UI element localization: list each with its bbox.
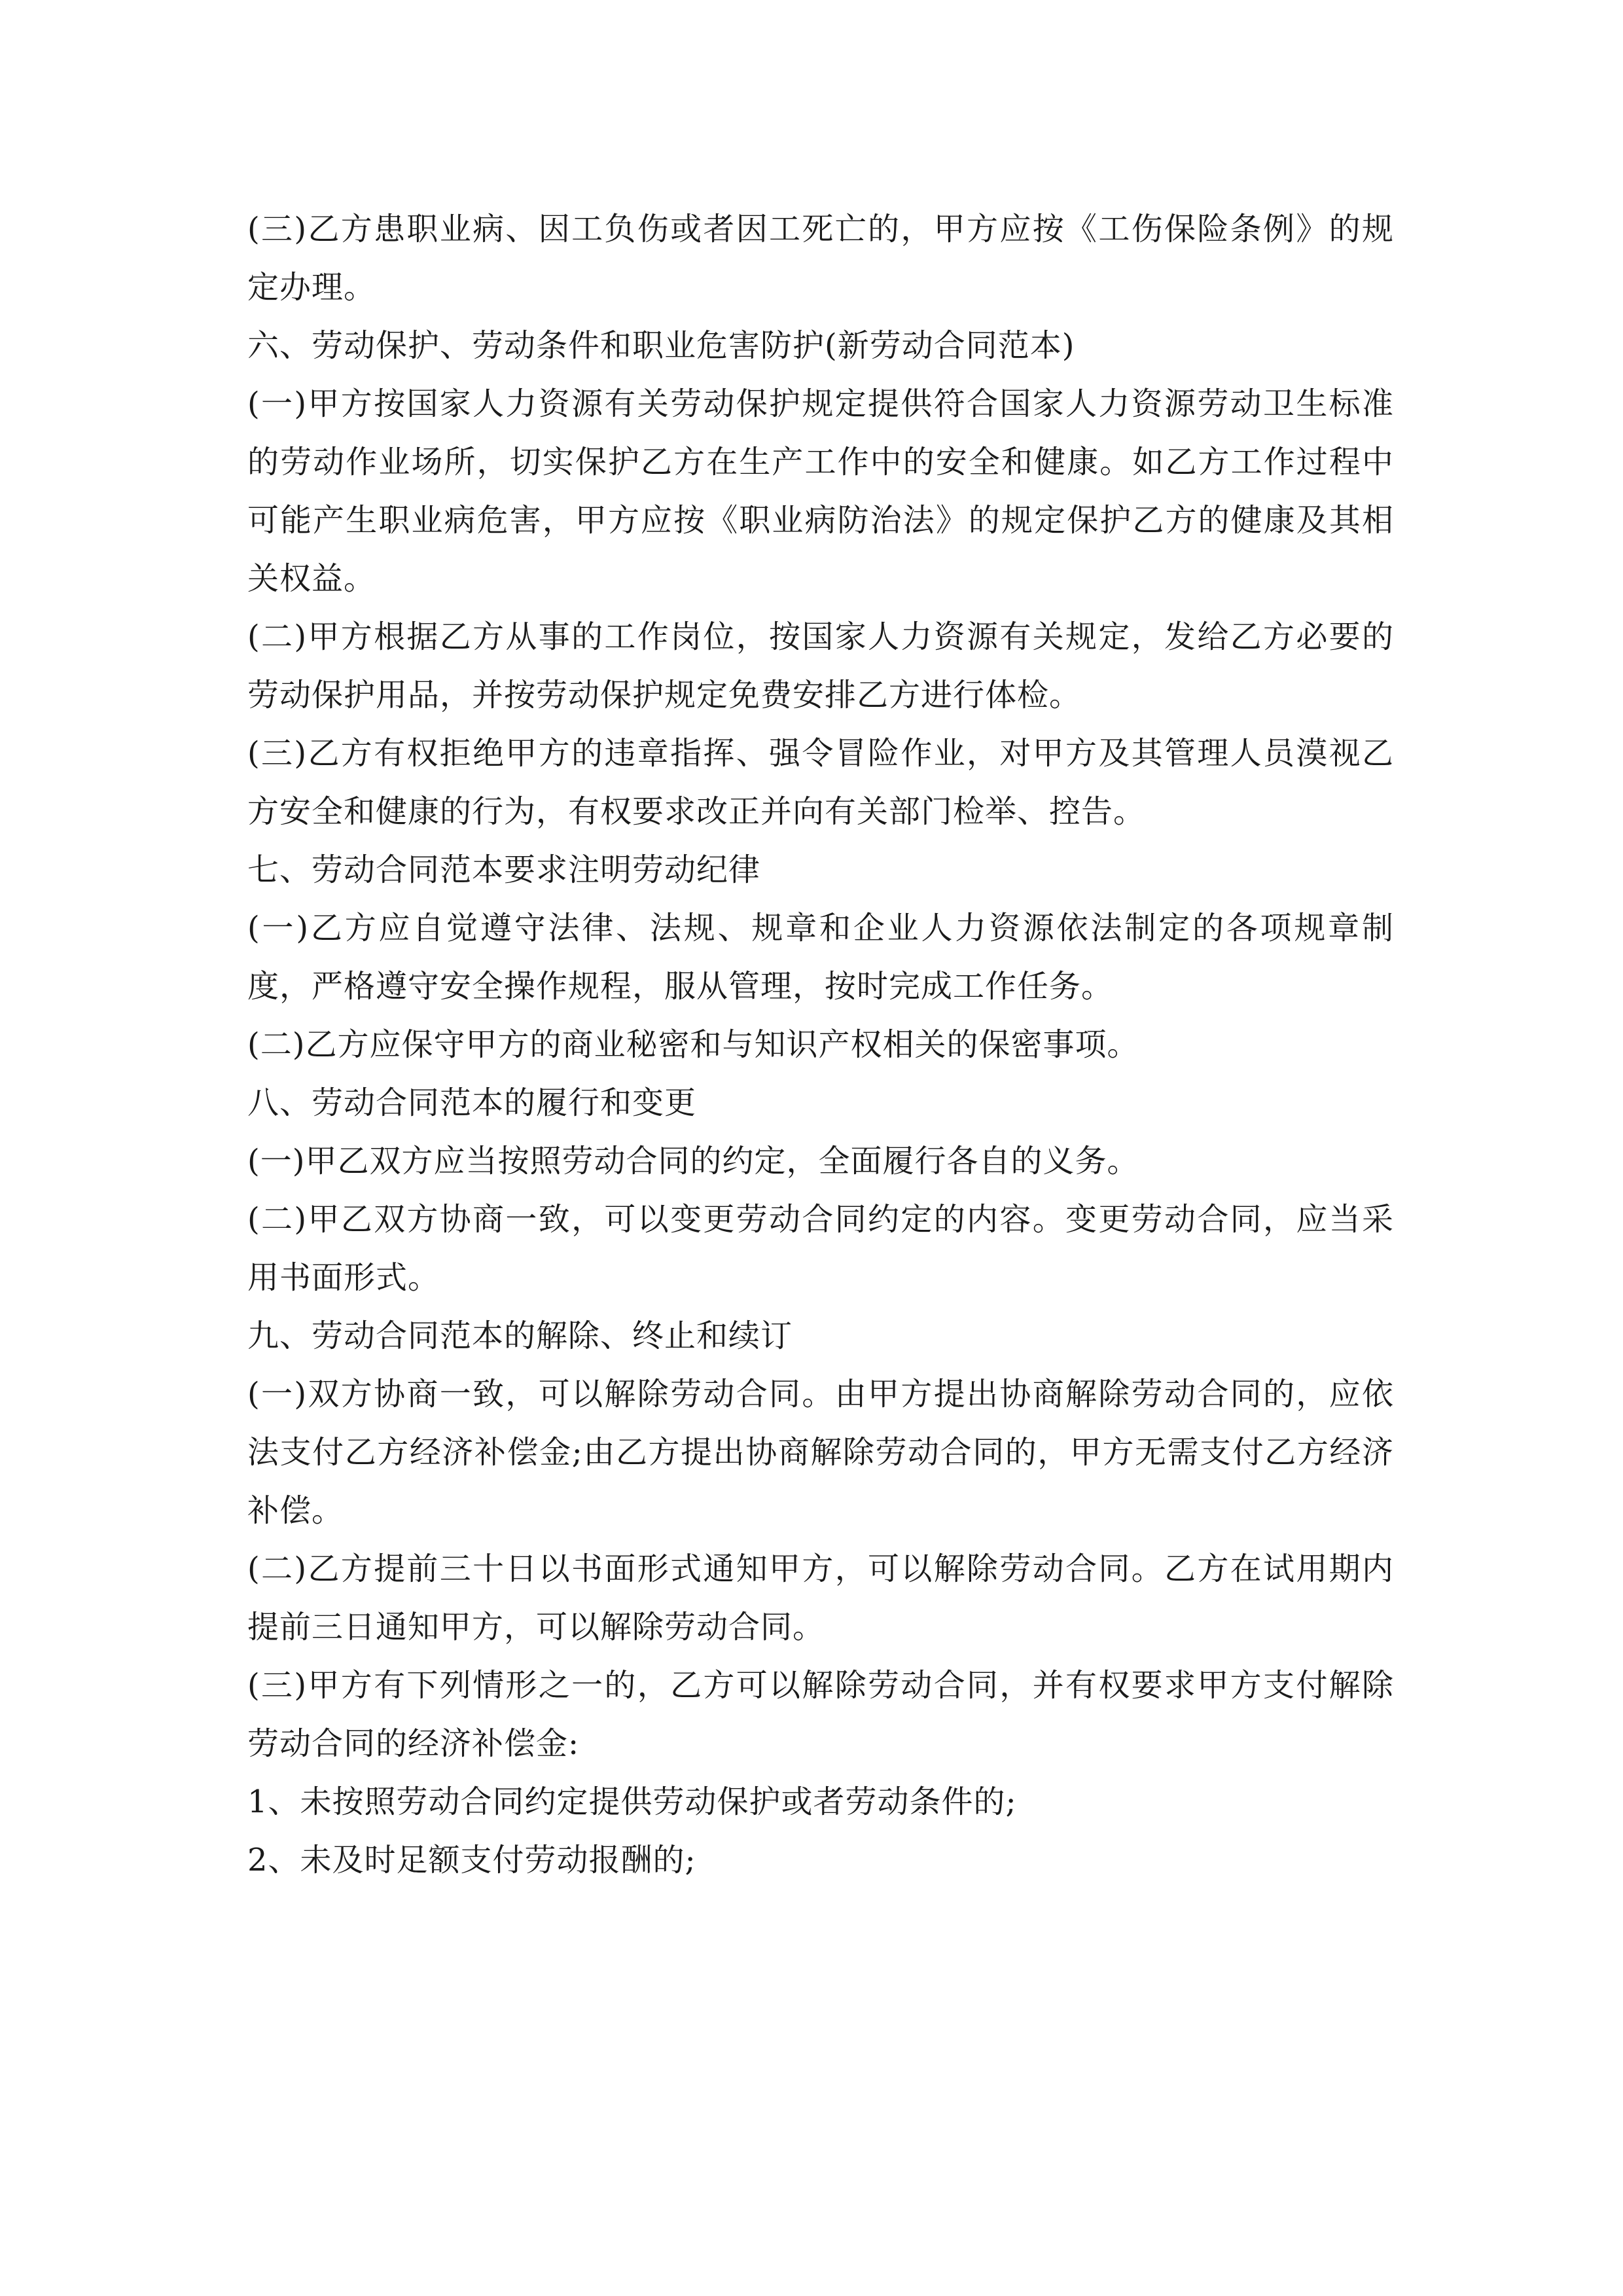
document-body [247, 200, 1394, 1890]
paragraph-mutual-termination: (一)双方协商一致，可以解除劳动合同。由甲方提出协商解除劳动合同的，应依法支付乙方经济补偿金;由乙方提出协商解除劳动合同的，甲方无需支付乙方经济补偿。 [247, 1376, 1394, 1529]
paragraph-change-contract: (二)甲乙双方协商一致，可以变更劳动合同约定的内容。变更劳动合同，应当采用书面形式。 [247, 1201, 1394, 1296]
paragraph-notice-termination: (二)乙方提前三十日以书面形式通知甲方，可以解除劳动合同。乙方在试用期内提前三日通知甲方，可以解除劳动合同。 [247, 1551, 1394, 1645]
paragraph-protective-equipment: (二)甲方根据乙方从事的工作岗位，按国家人力资源有关规定，发给乙方必要的劳动保护用品，并按劳动保护规定免费安排乙方进行体检。 [247, 619, 1394, 713]
paragraph-refuse-unsafe-orders: (三)乙方有权拒绝甲方的违章指挥、强令冒险作业，对甲方及其管理人员漠视乙方安全和健康的行为，有权要求改正并向有关部门检举、控告。 [247, 735, 1394, 830]
paragraph-fulfill-obligations: (一)甲乙双方应当按照劳动合同的约定，全面履行各自的义务。 [247, 1143, 1139, 1179]
paragraph-confidentiality: (二)乙方应保守甲方的商业秘密和与知识产权相关的保密事项。 [247, 1026, 1139, 1063]
list-item-remuneration: 2、未及时足额支付劳动报酬的; [247, 1842, 696, 1878]
paragraph-employee-termination-rights: (三)甲方有下列情形之一的，乙方可以解除劳动合同，并有权要求甲方支付解除劳动合同的经济补偿金: [247, 1667, 1394, 1762]
paragraph-comply-rules: (一)乙方应自觉遵守法律、法规、规章和企业人力资源依法制定的各项规章制度，严格遵守安全操作规程，服从管理，按时完成工作任务。 [247, 910, 1394, 1005]
paragraph-work-site-safety: (一)甲方按国家人力资源有关劳动保护规定提供符合国家人力资源劳动卫生标准的劳动作业场所，切实保护乙方在生产工作中的安全和健康。如乙方工作过程中可能产生职业病危害，甲方应按《职业病防治法》的规定保护乙方的健康及其相关权益。 [247, 386, 1394, 597]
section-heading-labor-discipline: 七、劳动合同范本要求注明劳动纪律 [247, 852, 761, 888]
paragraph-occupational-disease: (三)乙方患职业病、因工负伤或者因工死亡的，甲方应按《工伤保险条例》的规定办理。 [247, 211, 1394, 306]
section-heading-performance-change: 八、劳动合同范本的履行和变更 [247, 1085, 697, 1121]
section-heading-termination: 九、劳动合同范本的解除、终止和续订 [247, 1318, 793, 1354]
list-item-protection-conditions: 1、未按照劳动合同约定提供劳动保护或者劳动条件的; [247, 1784, 1017, 1820]
section-heading-labor-protection: 六、劳动保护、劳动条件和职业危害防护(新劳动合同范本) [247, 327, 1075, 364]
